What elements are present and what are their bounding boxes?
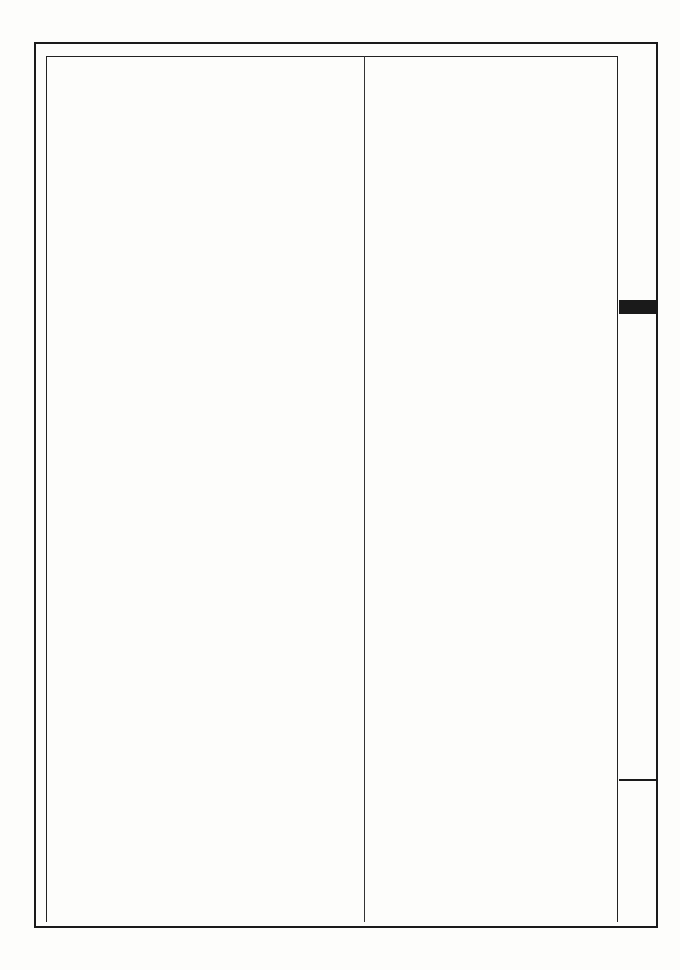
text-column (58, 60, 108, 920)
text-column (138, 60, 188, 360)
text-column (184, 195, 234, 885)
heading-han (326, 860, 376, 920)
heading-zengshu (230, 58, 280, 178)
text-column (424, 60, 474, 920)
heading-ruping (138, 330, 188, 420)
text-column (276, 60, 326, 330)
text-column (470, 60, 520, 920)
heading-shu (282, 878, 332, 938)
text-column (230, 190, 280, 880)
fish-tail-mark (619, 300, 657, 314)
text-column (138, 420, 188, 890)
text-column (566, 60, 616, 920)
heading-kongque (568, 808, 618, 928)
text-column (322, 60, 372, 350)
margin-rule (619, 779, 657, 781)
text-column-short (380, 60, 430, 360)
